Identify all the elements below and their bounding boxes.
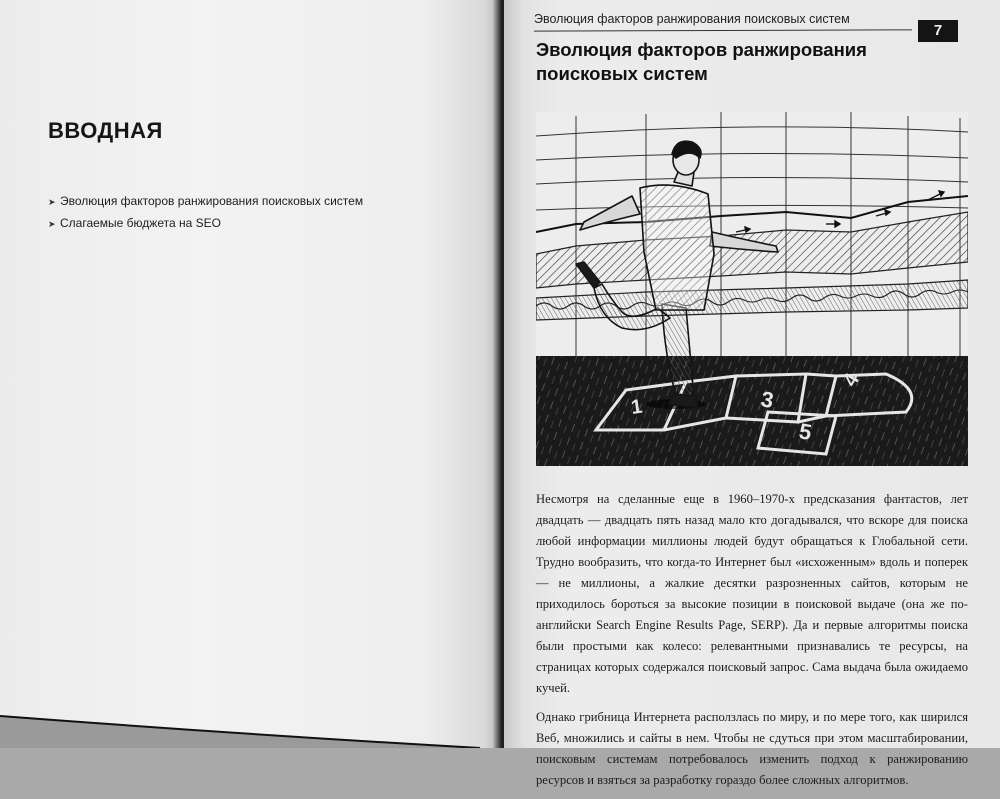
hopscotch-number: 5 [797,418,814,446]
hopscotch-number: 3 [759,386,776,414]
hopscotch-number: 1 [629,395,644,419]
body-paragraph: Несмотря на сделанные еще в 1960–1970-х предсказания фантастов, лет двадцать — двадцать пять назад мало кто догадывался, что вскоре для поиска любой информации миллионы людей будут обращаться к Глобальной сети. Трудно вообразить, что когда-то Интернет был «исхоженным» вдоль и поперек — не миллионы, а жалкие десятки разрозненных сайтов, которым не приходилось бороться за высокие позиции в поисковой выдаче (она же по-английски Search Engine Results Page, SERP). Да и первые алгоритмы поиска были простыми как колесо: релевантными признавались те ресурсы, на страницах которых содержался поисковый запрос. Сама выдача была ожидаемо кучей. [536,492,968,695]
toc-item-label: Эволюция факторов ранжирования поисковых систем [60,194,364,208]
hopscotch-illustration [536,112,968,466]
toc-item-label: Слагаемые бюджета на SEO [60,216,221,230]
chapter-title: ВВОДНАЯ [48,118,163,143]
arrow-bullet-icon: ➤ [48,219,56,229]
running-head: Эволюция факторов ранжирования поисковых систем [534,12,850,26]
section-title: Эволюция факторов ранжирования поисковых систем [536,39,867,84]
body-paragraph: Однако грибница Интернета расползлась по миру, и по мере того, как ширился Веб, множились и сайты в нем. Чтобы не сдуться при этом масштабировании, поисковым системам потребовалось изменить подход к ранжированию ресурсов и взяться за разработку гораздо более сложных алгоритмов. [536,710,968,787]
page-number: 7 [918,20,958,42]
body-text [536,489,968,799]
hopscotch-number: 4 [839,369,864,391]
arrow-bullet-icon: ➤ [48,197,56,207]
